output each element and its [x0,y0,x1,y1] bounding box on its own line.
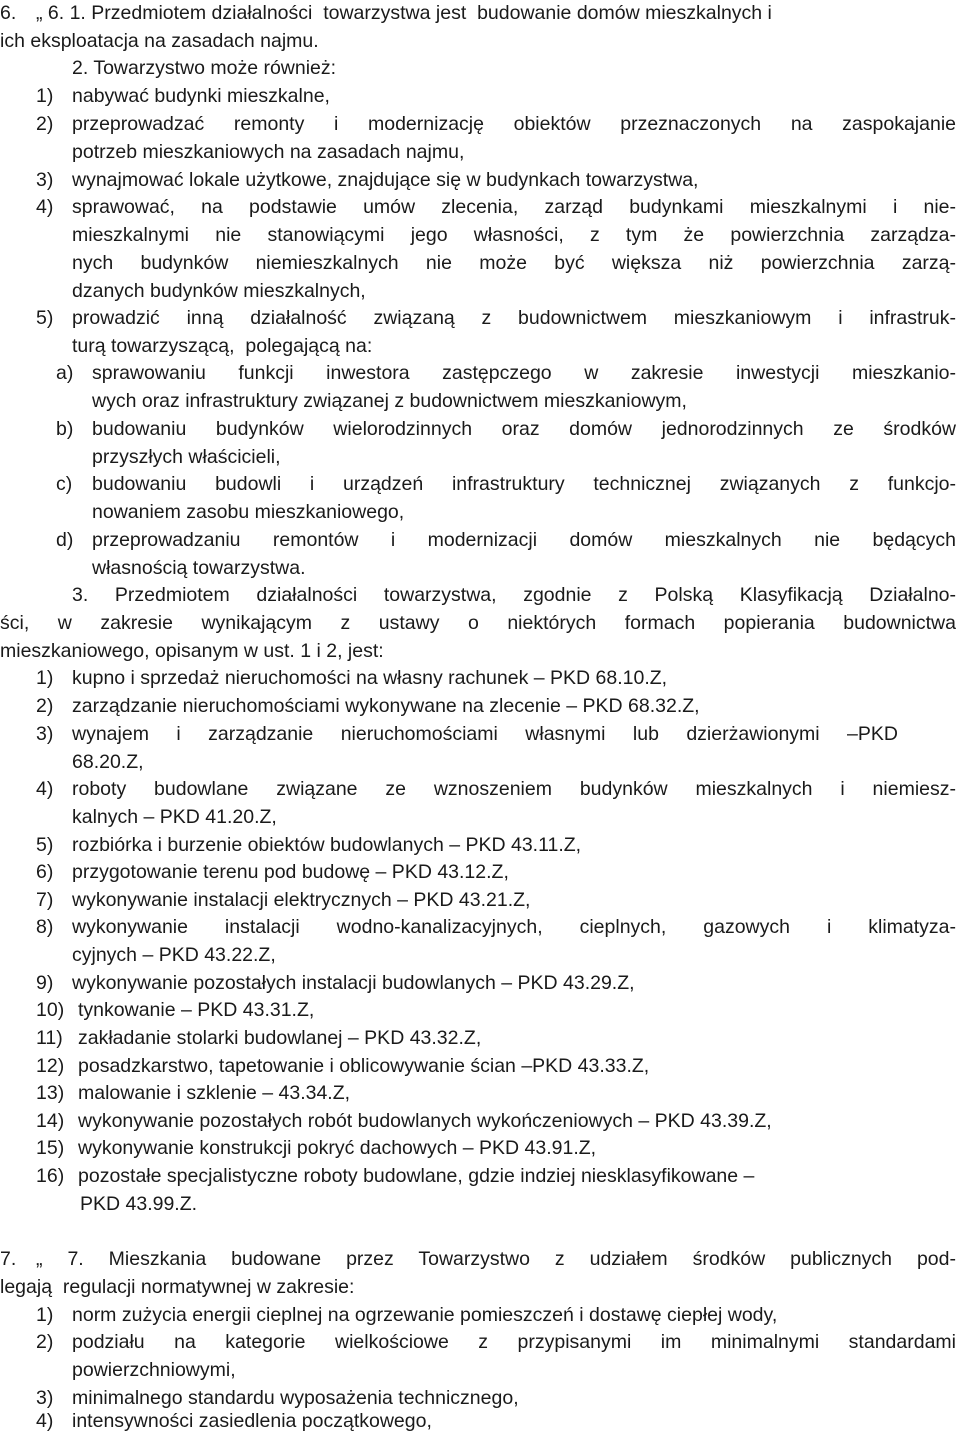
pkd-item-line: kupno i sprzedaż nieruchomości na własny rachunek – PKD 68.10.Z, [72,667,668,689]
s6-item-line: wynajmować lokale użytkowe, znajdujące się w budynkach towarzystwa, [72,169,699,191]
s6-subitem-line: budowaniu budynków wielorodzinnych oraz domów jednorodzinnych ze środków [92,418,956,440]
s6-para2-lead: 2. Towarzystwo może również: [72,57,337,79]
pkd-item-line: posadzkarstwo, tapetowanie i oblicowywanie ścian –PKD 43.33.Z, [78,1055,650,1077]
pkd-item-number: 15) [36,1137,65,1159]
s6-item-number: 3) [36,169,54,191]
pkd-item-number: 5) [36,834,54,856]
pkd-item-number: 8) [36,916,54,938]
pkd-item-number: 3) [36,723,54,745]
pkd-item-line: kalnych – PKD 41.20.Z, [72,806,277,828]
pkd-item-number: 10) [36,999,65,1021]
pkd-item-line: malowanie i szklenie – 43.34.Z, [78,1082,351,1104]
s6-item-line: turą towarzyszącą, polegającą na: [72,335,373,357]
pkd-item-line: rozbiórka i burzenie obiektów budowlanych – PKD 43.11.Z, [72,834,582,856]
s6-item-number: 1) [36,85,54,107]
pkd-item-line: tynkowanie – PKD 43.31.Z, [78,999,315,1021]
s7-item-line: intensywności zasiedlenia początkowego, [72,1410,432,1432]
s7-item-number: 2) [36,1331,54,1353]
s6-item-number: 5) [36,307,54,329]
pkd-item-line: wynajem i zarządzanie nieruchomościami własnymi lub dzierżawionymi –PKD [72,723,898,745]
s7-item-line: minimalnego standardu wyposażenia technicznego, [72,1387,519,1409]
pkd-item-number: 7) [36,889,54,911]
s6-para3-line: mieszkaniowego, opisanym w ust. 1 i 2, jest: [0,640,384,662]
s6-item-line: prowadzić inną działalność związaną z budownictwem mieszkaniowym i infrastruk- [72,307,956,329]
s6-item-line: przeprowadzać remonty i modernizację obiektów przeznaczonych na zaspokajanie [72,113,956,135]
s7-para-line: legają regulacji normatywnej w zakresie: [0,1276,355,1298]
s7-item-line: norm zużycia energii cieplnej na ogrzewanie pomieszczeń i dostawę ciepłej wody, [72,1304,778,1326]
pkd-item-line: roboty budowlane związane ze wznoszeniem budynków mieszkalnych i niemiesz- [72,778,956,800]
s6-para3-line: 3. Przedmiotem działalności towarzystwa, zgodnie z Polską Klasyfikacją Działalno- [72,584,956,606]
pkd-item-number: 1) [36,667,54,689]
s6-para1-line2: ich eksploatacja na zasadach najmu. [0,30,319,52]
s7-para-line: „ 7. Mieszkania budowane przez Towarzystwo z udziałem środków publicznych pod- [36,1248,956,1270]
pkd-item-line: zakładanie stolarki budowlanej – PKD 43.32.Z, [78,1027,482,1049]
s6-subitem-line: nowaniem zasobu mieszkaniowego, [92,501,405,523]
s7-item-number: 3) [36,1387,54,1409]
s7-item-line: powierzchniowymi, [72,1359,236,1381]
s6-subitem-line: przyszłych właścicieli, [92,446,281,468]
pkd-item-number: 6) [36,861,54,883]
s6-item-line: dzanych budynków mieszkalnych, [72,280,366,302]
s6-item-line: sprawować, na podstawie umów zlecenia, zarząd budynkami mieszkalnymi i nie- [72,196,956,218]
s6-item-line: potrzeb mieszkaniowych na zasadach najmu, [72,141,465,163]
s6-item-line: mieszkalnymi nie stanowiącymi jego własności, z tym że powierzchnia zarządza- [72,224,956,246]
pkd-item-line: wykonywanie konstrukcji pokryć dachowych – PKD 43.91.Z, [78,1137,597,1159]
pkd-item-number: 14) [36,1110,65,1132]
s6-subitem-line: sprawowaniu funkcji inwestora zastępczego w zakresie inwestycji mieszkanio- [92,362,956,384]
section-7-marker: 7. [0,1248,17,1270]
s6-subitem-letter: b) [56,418,74,440]
pkd-item-number: 11) [36,1027,63,1049]
pkd-item-number: 2) [36,695,54,717]
pkd-item-line: wykonywanie pozostałych robót budowlanych wykończeniowych – PKD 43.39.Z, [78,1110,772,1132]
pkd-item-line: wykonywanie instalacji elektrycznych – PKD 43.21.Z, [72,889,531,911]
pkd-item-line: PKD 43.99.Z. [80,1193,198,1215]
section-6-marker: 6. [0,2,17,24]
pkd-item-line: zarządzanie nieruchomościami wykonywane na zlecenie – PKD 68.32.Z, [72,695,700,717]
pkd-item-line: pozostałe specjalistyczne roboty budowlane, gdzie indziej niesklasyfikowane – [78,1165,755,1187]
s6-subitem-line: budowaniu budowli i urządzeń infrastruktury technicznej związanych z funkcjo- [92,473,956,495]
pkd-item-line: wykonywanie instalacji wodno-kanalizacyjnych, cieplnych, gazowych i klimatyza- [72,916,956,938]
s6-subitem-line: własnością towarzystwa. [92,557,306,579]
s7-item-number: 4) [36,1410,54,1432]
s6-para1-line1: „ 6. 1. Przedmiotem działalności towarzystwa jest budowanie domów mieszkalnych i [36,2,772,24]
pkd-item-number: 4) [36,778,54,800]
pkd-item-number: 16) [36,1165,65,1187]
s6-item-number: 4) [36,196,54,218]
pkd-item-line: cyjnych – PKD 43.22.Z, [72,944,276,966]
s6-subitem-line: wych oraz infrastruktury związanej z budownictwem mieszkaniowym, [92,390,687,412]
pkd-item-line: wykonywanie pozostałych instalacji budowlanych – PKD 43.29.Z, [72,972,635,994]
s7-item-line: podziału na kategorie wielkościowe z przypisanymi im minimalnymi standardami [72,1331,956,1353]
s6-subitem-letter: c) [56,473,73,495]
pkd-item-number: 12) [36,1055,65,1077]
s6-subitem-letter: a) [56,362,74,384]
s6-para3-line: ści, w zakresie wynikającym z ustawy o niektórych formach popierania budownictwa [0,612,956,634]
s7-item-number: 1) [36,1304,54,1326]
pkd-item-number: 9) [36,972,54,994]
s6-subitem-line: przeprowadzaniu remontów i modernizacji domów mieszkalnych nie będących [92,529,956,551]
pkd-item-number: 13) [36,1082,65,1104]
s6-subitem-letter: d) [56,529,74,551]
s6-item-line: nabywać budynki mieszkalne, [72,85,330,107]
pkd-item-line: 68.20.Z, [72,751,144,773]
s6-item-line: nych budynków niemieszkalnych nie może być większa niż powierzchnia zarzą- [72,252,956,274]
s6-item-number: 2) [36,113,54,135]
pkd-item-line: przygotowanie terenu pod budowę – PKD 43.12.Z, [72,861,509,883]
